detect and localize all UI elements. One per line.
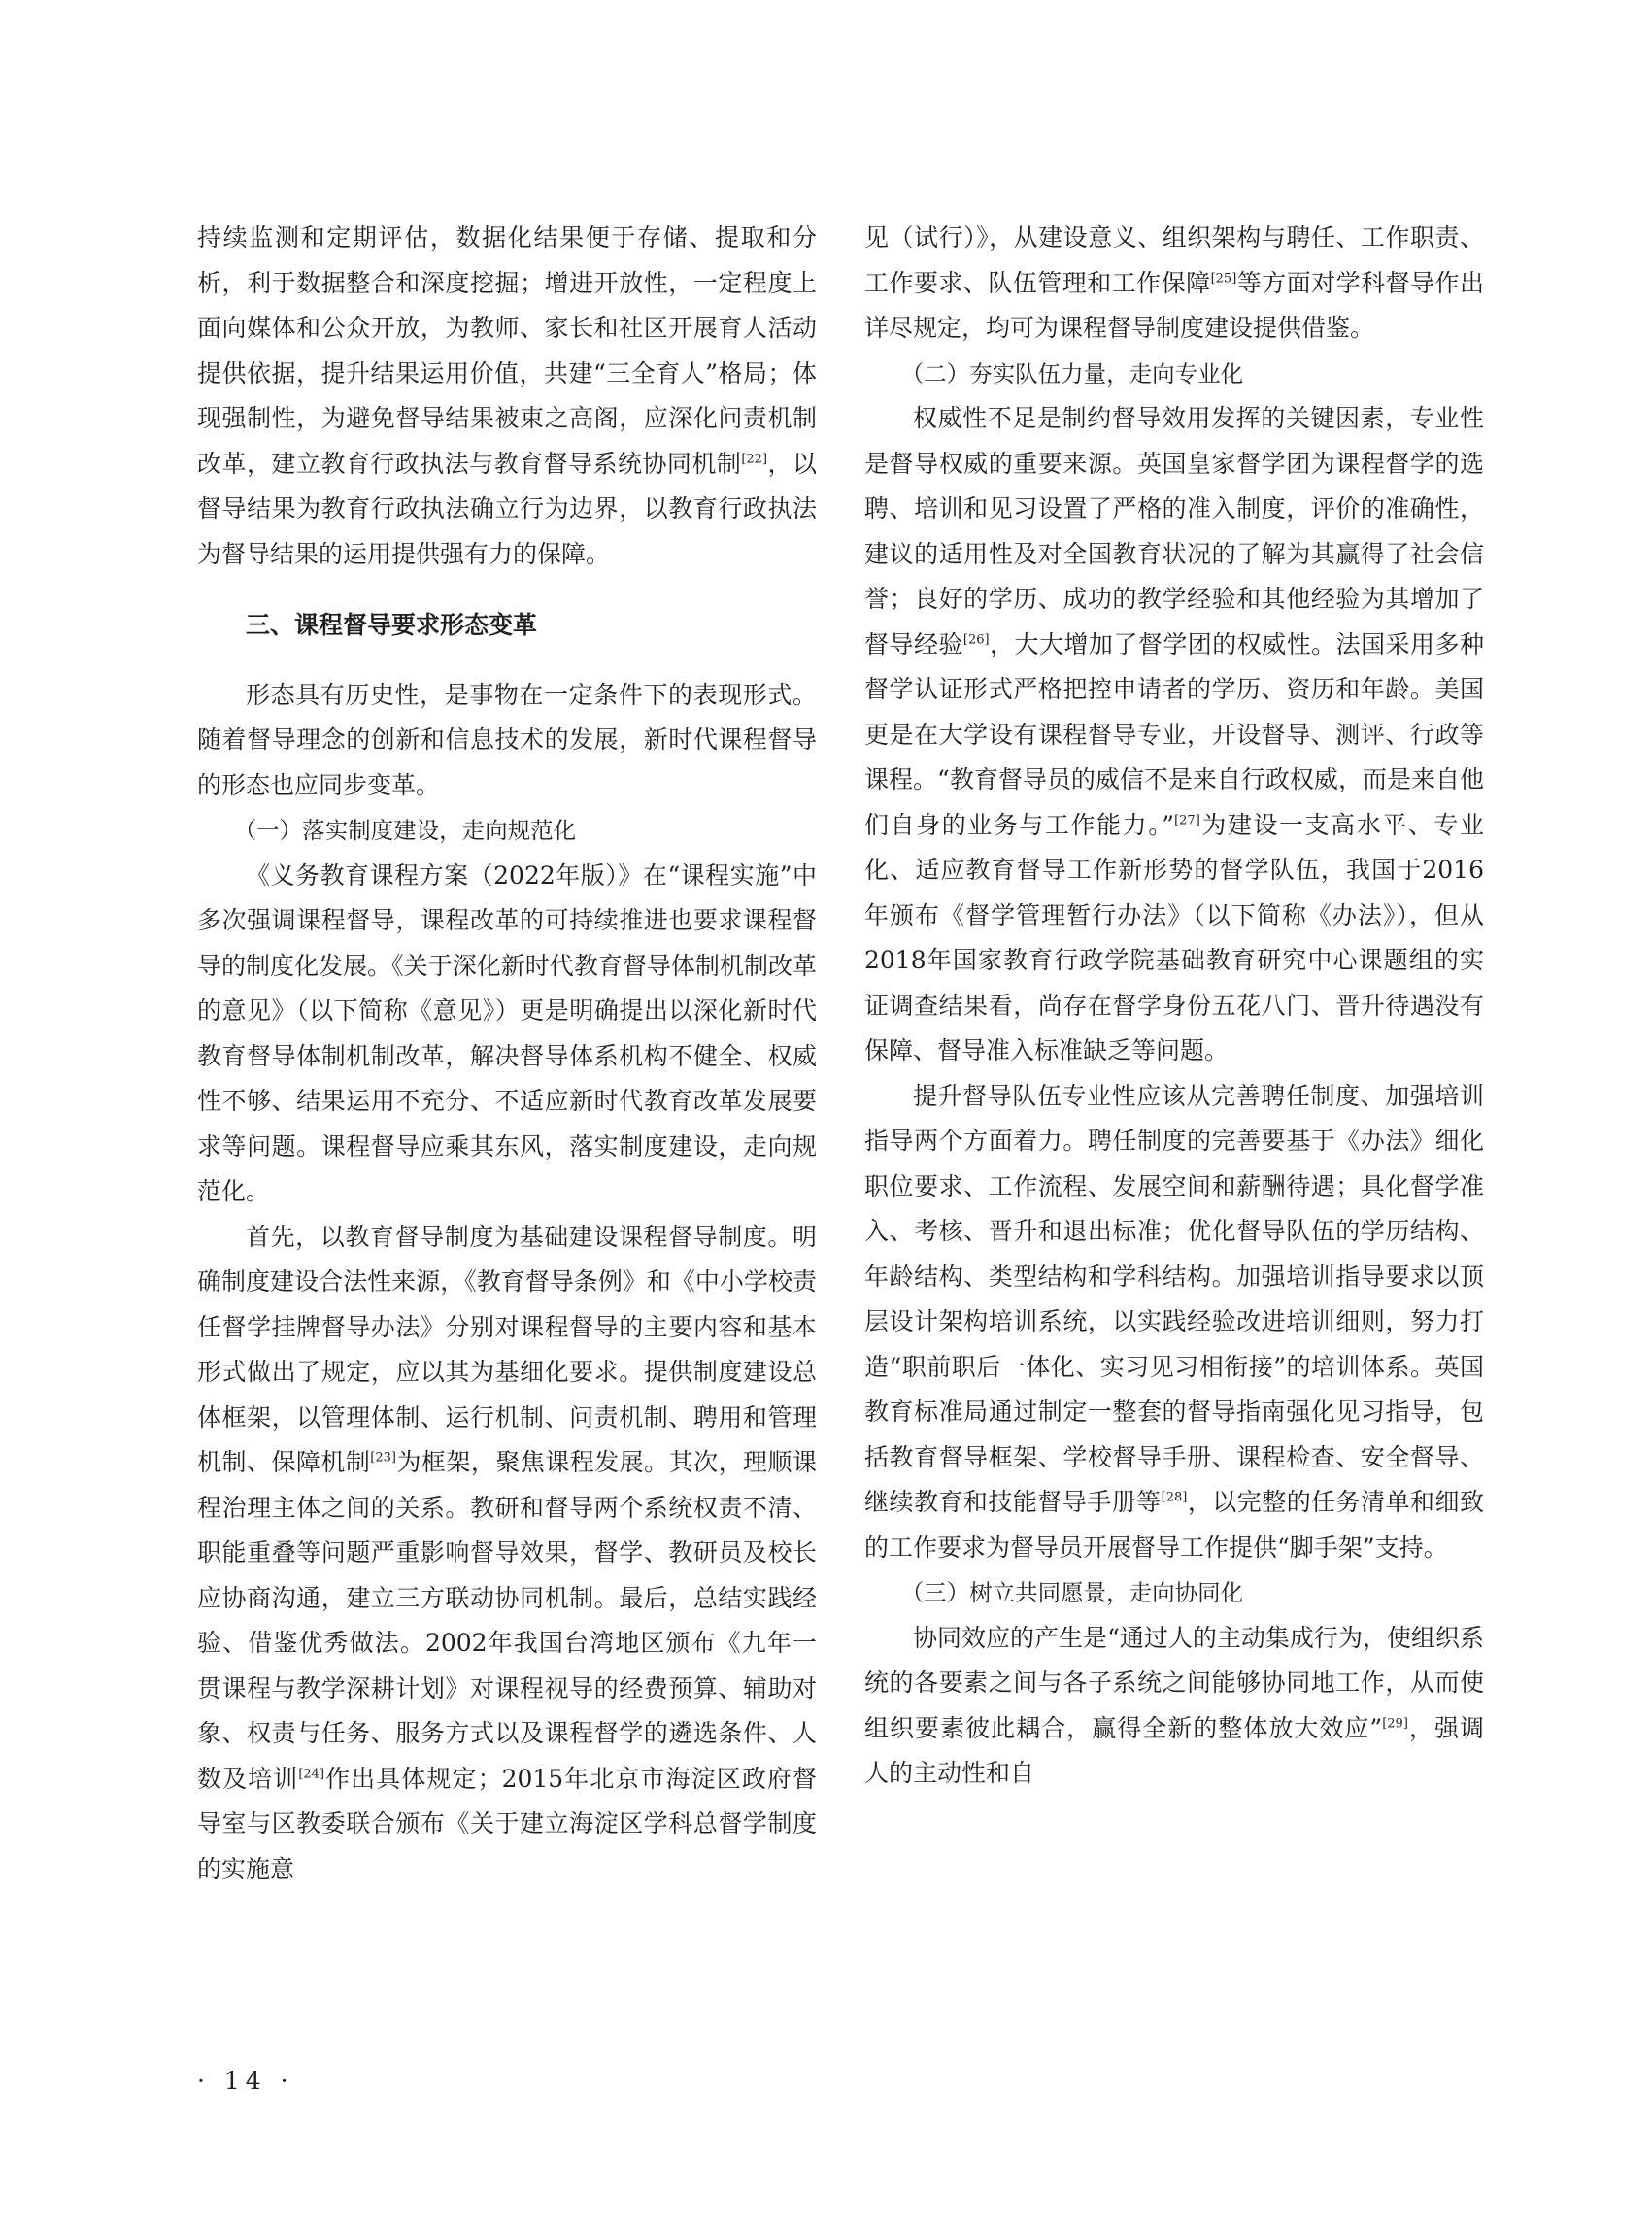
paragraph: 首先，以教育督导制度为基础建设课程督导制度。明确制度建设合法性来源，《教育督导条例》和《中小学校责任督学挂牌督导办法》分别对课程督导的主要内容和基本形式做出了规定，应以其为基细化要求。提供制度建设总体框架，以管理体制、运行机制、问责机制、聘用和管理机制、保障机制[23]为框架，聚焦课程发展。其次，理顺课程治理主体之间的关系。教研和督导两个系统权责不清、职能重叠等问题严重影响督导效果，督学、教研员及校长应协商沟通，建立三方联动协同机制。最后，总结实践经验、借鉴优秀做法。2002年我国台湾地区颁布《九年一贯课程与教学深耕计划》对课程视导的经费预算、辅助对象、权责与任务、服务方式以及课程督学的遴选条件、人数及培训[24]作出具体规定；2015年北京市海淀区政府督导室与区教委联合颁布《关于建立海淀区学科总督学制度的实施意 [197, 1222, 817, 1883]
citation-ref: [25] [1210, 270, 1237, 286]
paragraph: 《义务教育课程方案（2022年版）》在“课程实施”中多次强调课程督导，课程改革的可持续推进也要求课程督导的制度化发展。《关于深化新时代教育督导体制机制改革的意见》（以下简称《意见》）更是明确提出以深化新时代教育督导体制机制改革，解决督导体系机构不健全、权威性不够、结果运用不充分、不适应新时代教育改革发展要求等问题。课程督导应乘其东风，落实制度建设，走向规范化。 [197, 860, 817, 1205]
subsection-heading: （三）树立共同愿景，走向协同化 [900, 1579, 1244, 1606]
page-number: · 14 · [197, 2067, 294, 2095]
paragraph: 形态具有历史性，是事物在一定条件下的表现形式。随着督导理念的创新和信息技术的发展，新时代课程督导的形态也应同步变革。 [197, 680, 817, 799]
citation-ref: [22] [741, 451, 768, 466]
subsection-heading: （二）夯实队伍力量，走向专业化 [900, 359, 1244, 388]
right-column [864, 216, 1484, 1797]
citation-ref: [26] [962, 631, 990, 647]
paragraph: 协同效应的产生是“通过人的主动集成行为，使组织系统的各要素之间与各子系统之间能够协同地工作，从而使组织要素彼此耦合，赢得全新的整体放大效应”[29]，强调人的主动性和自 [864, 1623, 1484, 1787]
paragraph: 权威性不足是制约督导效用发挥的关键因素，专业性是督导权威的重要来源。英国皇家督学团为课程督学的选聘、培训和见习设置了严格的准入制度，评价的准确性，建议的适用性及对全国教育状况的了解为其赢得了社会信誉；良好的学历、成功的教学经验和其他经验为其增加了督导经验[26]，大大增加了督学团的权威性。法国采用多种督学认证形式严格把控申请者的学历、资历和年龄。美国更是在大学设有课程督导专业，开设督导、测评、行政等课程。“教育督导员的威信不是来自行政权威，而是来自他们自身的业务与工作能力。”[27]为建设一支高水平、专业化、适应教育督导工作新形势的督学队伍，我国于2016年颁布《督学管理暂行办法》（以下简称《办法》），但从2018年国家教育行政学院基础教育研究中心课题组的实证调查结果看，尚存在督学身份五花八门、晋升待遇没有保障、督导准入标准缺乏等问题。 [864, 404, 1484, 1064]
subsection-heading: （一）落实制度建设，走向规范化 [233, 817, 577, 844]
section-heading: 三、课程督导要求形态变革 [246, 611, 538, 639]
left-column [197, 216, 817, 1892]
citation-ref: [24] [298, 1766, 325, 1781]
paragraph: 提升督导队伍专业性应该从完善聘任制度、加强培训指导两个方面着力。聘任制度的完善要基于《办法》细化职位要求、工作流程、发展空间和薪酬待遇；具化督学准入、考核、晋升和退出标准；优化督导队伍的学历结构、年龄结构、类型结构和学科结构。加强培训指导要求以顶层设计架构培训系统，以实践经验改进培训细则，努力打造“职前职后一体化、实习见习相衔接”的培训体系。英国教育标准局通过制定一整套的督导指南强化见习指导，包括教育督导框架、学校督导手册、课程检查、安全督导、继续教育和技能督导手册等[28]，以完整的任务清单和细致的工作要求为督导员开展督导工作提供“脚手架”支持。 [864, 1081, 1484, 1562]
citation-ref: [28] [1161, 1490, 1188, 1505]
citation-ref: [23] [370, 1450, 396, 1466]
citation-ref: [27] [1174, 812, 1200, 827]
paragraph: 见（试行）》，从建设意义、组织架构与聘任、工作职责、工作要求、队伍管理和工作保障[25]等方面对学科督导作出详尽规定，均可为课程督导制度建设提供借鉴。 [864, 223, 1484, 342]
citation-ref: [29] [1382, 1715, 1408, 1731]
paragraph: 持续监测和定期评估，数据化结果便于存储、提取和分析，利于数据整合和深度挖掘；增进开放性，一定程度上面向媒体和公众开放，为教师、家长和社区开展育人活动提供依据，提升结果运用价值，共建“三全育人”格局；体现强制性，为避免督导结果被束之高阁，应深化问责机制改革，建立教育行政执法与教育督导系统协同机制[22]，以督导结果为教育行政执法确立行为边界，以教育行政执法为督导结果的运用提供强有力的保障。 [197, 223, 817, 568]
